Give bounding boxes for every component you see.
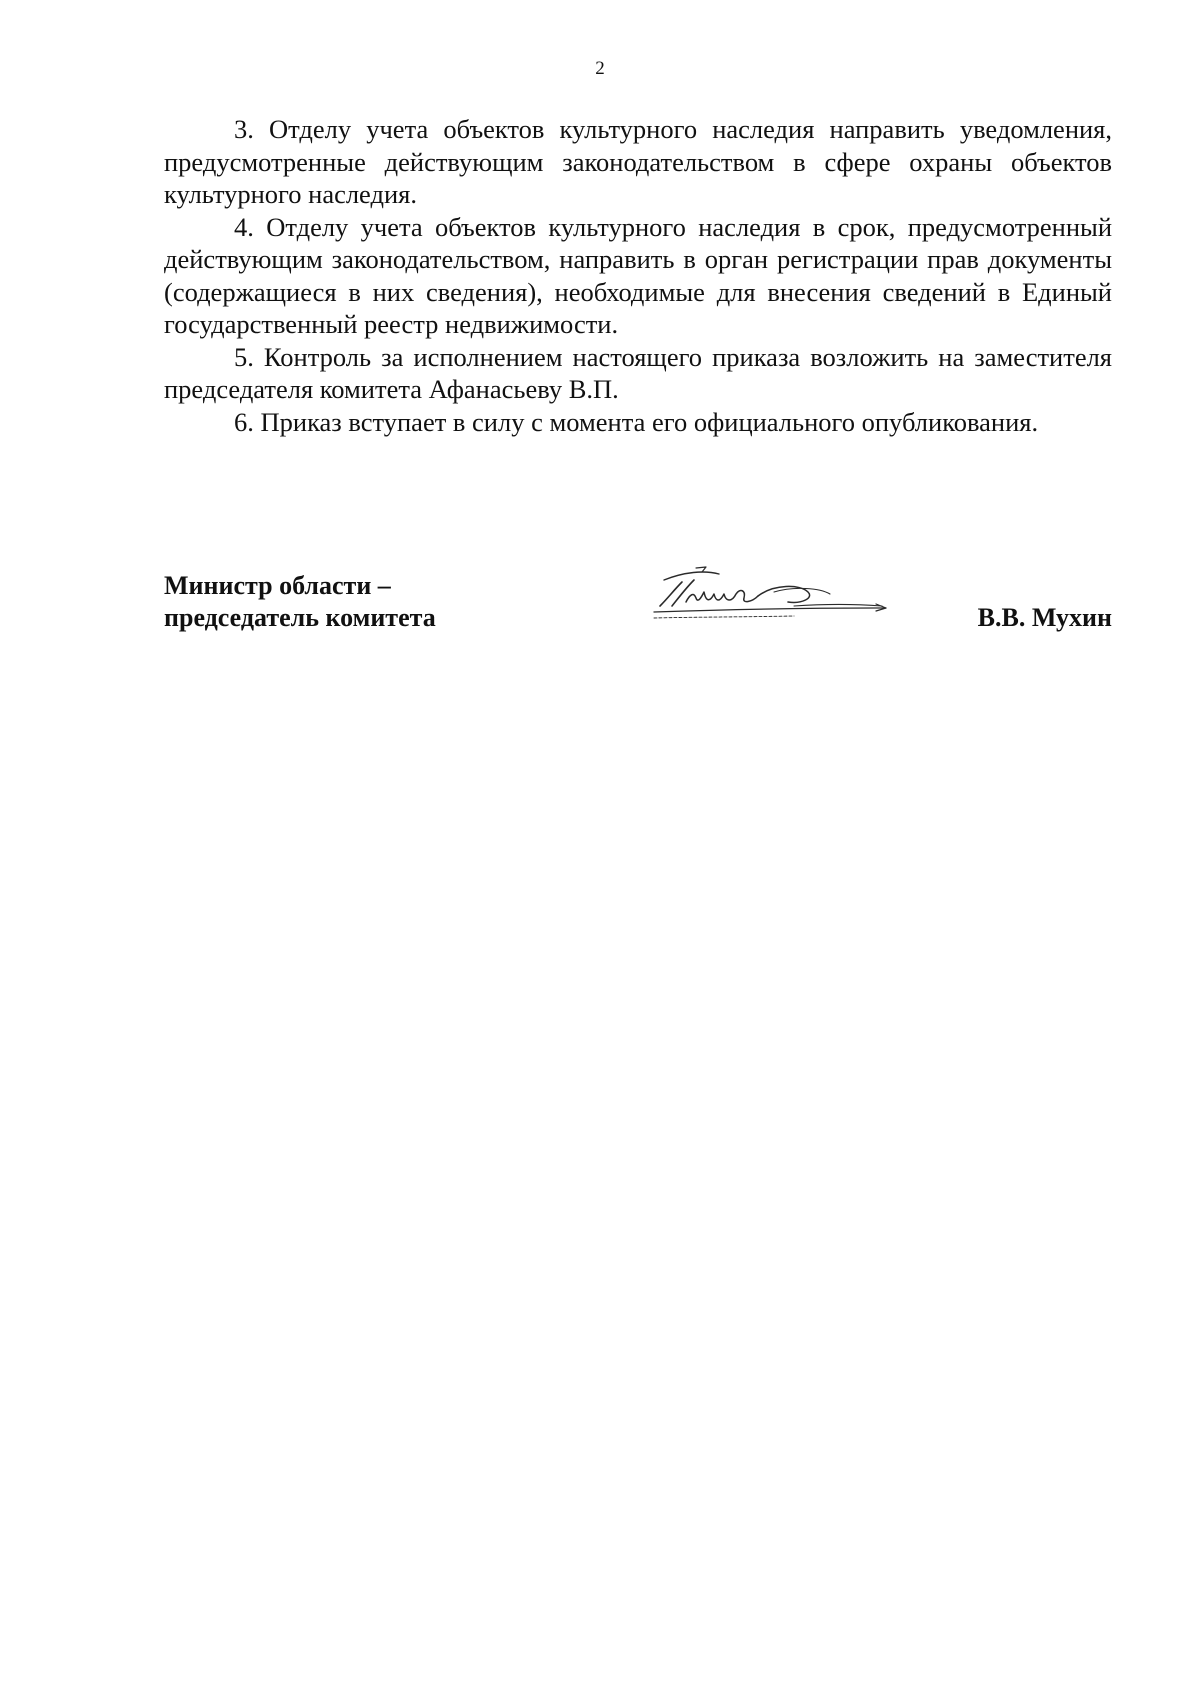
signatory-title-line1: Министр области – — [164, 571, 391, 600]
document-body — [164, 113, 1112, 438]
handwritten-signature — [624, 562, 914, 634]
paragraph-4: 4. Отделу учета объектов культурного наследия в срок, предусмотренный действующим законодательством, направить в орган регистрации прав документы (содержащиеся в них сведения), необходимые для внесения сведений в Единый государственный реестр недвижимости. — [164, 211, 1112, 339]
signatory-title-line2: председатель комитета — [164, 603, 436, 632]
page-number: 2 — [595, 58, 605, 79]
paragraph-6: 6. Приказ вступает в силу с момента его официального опубликования. — [234, 406, 1039, 437]
paragraph-3: 3. Отделу учета объектов культурного наследия направить уведомления, предусмотренные действующим законодательством в сфере охраны объектов культурного наследия. — [164, 114, 1112, 209]
signatory-name: В.В. Мухин — [977, 603, 1112, 632]
paragraph-5: 5. Контроль за исполнением настоящего приказа возложить на заместителя председателя комитета Афанасьеву В.П. — [164, 341, 1112, 404]
signatory-title — [164, 570, 436, 634]
signature-block — [164, 570, 1112, 650]
